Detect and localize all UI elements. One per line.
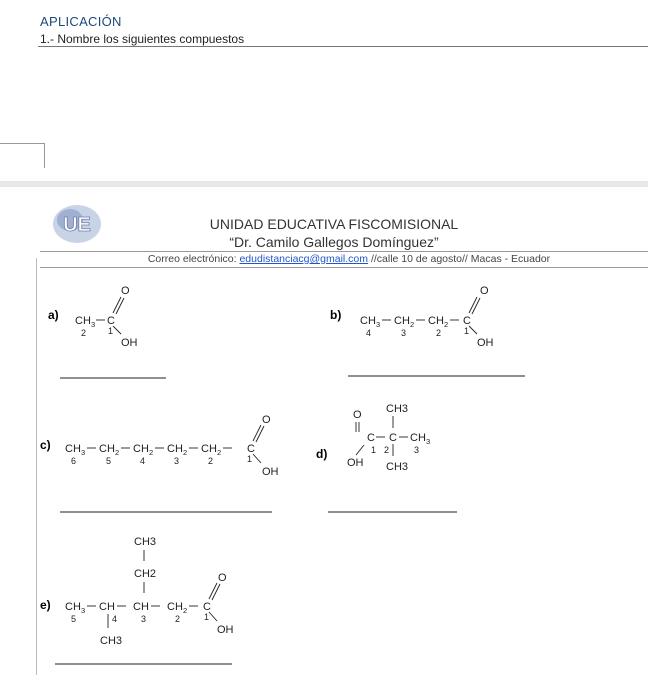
svg-text:4: 4 bbox=[366, 328, 372, 338]
oxygen: O bbox=[218, 572, 227, 584]
school-teacher: “Dr. Camilo Gallegos Domínguez” bbox=[229, 234, 439, 250]
hydroxyl: OH bbox=[347, 457, 364, 469]
svg-text:6: 6 bbox=[71, 456, 77, 466]
svg-text:1: 1 bbox=[204, 612, 210, 622]
svg-text:CH: CH bbox=[99, 443, 115, 455]
svg-text:CH: CH bbox=[167, 443, 183, 455]
branch-top: CH3 bbox=[386, 403, 409, 415]
oxygen: O bbox=[480, 285, 489, 297]
section-title: APLICACIÓN bbox=[40, 14, 122, 29]
carbon-number: 1 bbox=[108, 326, 114, 336]
svg-text:4: 4 bbox=[112, 614, 118, 624]
svg-text:2: 2 bbox=[175, 614, 181, 624]
contact-prefix: Correo electrónico: bbox=[147, 253, 240, 265]
svg-text:2: 2 bbox=[183, 606, 188, 615]
svg-text:C: C bbox=[389, 432, 397, 444]
svg-text:2: 2 bbox=[149, 448, 154, 457]
branch-bottom: CH3 bbox=[386, 461, 409, 473]
svg-text:2: 2 bbox=[115, 448, 120, 457]
compound-a-label: a) bbox=[48, 308, 59, 322]
compound-d-label: d) bbox=[316, 447, 328, 461]
svg-text:CH: CH bbox=[133, 601, 149, 613]
svg-text:2: 2 bbox=[208, 456, 214, 466]
svg-text:CH: CH bbox=[99, 601, 115, 613]
hydroxyl: OH bbox=[262, 466, 279, 478]
group-c: C bbox=[107, 315, 115, 327]
svg-text:C: C bbox=[367, 432, 375, 444]
svg-text:2: 2 bbox=[384, 445, 390, 455]
group-ch3: CH bbox=[75, 315, 91, 327]
svg-text:CH: CH bbox=[65, 443, 81, 455]
compound-b-structure bbox=[360, 285, 494, 349]
svg-text:1: 1 bbox=[371, 445, 377, 455]
compound-e-label: e) bbox=[40, 598, 51, 612]
svg-text:CH: CH bbox=[133, 443, 149, 455]
svg-text:C: C bbox=[203, 601, 211, 613]
svg-text:CH: CH bbox=[201, 443, 217, 455]
compound-c-label: c) bbox=[40, 438, 51, 452]
school-name: UNIDAD EDUCATIVA FISCOMISIONAL bbox=[209, 216, 459, 232]
question-text: 1.- Nombre los siguientes compuestos bbox=[40, 32, 245, 46]
svg-text:3: 3 bbox=[81, 606, 86, 615]
carbon-number: 2 bbox=[81, 328, 87, 338]
email-link[interactable]: edudistanciacg@gmail.com bbox=[239, 253, 369, 265]
svg-text:CH: CH bbox=[410, 432, 426, 444]
compound-d-structure bbox=[347, 403, 430, 473]
svg-text:1: 1 bbox=[247, 454, 253, 464]
svg-text:3: 3 bbox=[174, 456, 180, 466]
svg-text:2: 2 bbox=[217, 448, 222, 457]
svg-text:C: C bbox=[247, 443, 255, 455]
svg-text:CH: CH bbox=[394, 315, 410, 327]
hydroxyl: OH bbox=[477, 337, 494, 349]
hydroxyl: OH bbox=[121, 337, 138, 349]
svg-text:CH: CH bbox=[360, 315, 376, 327]
svg-text:C: C bbox=[463, 315, 471, 327]
svg-text:4: 4 bbox=[140, 456, 146, 466]
logo-text: UE bbox=[63, 214, 91, 236]
compound-e-structure bbox=[65, 536, 234, 647]
compound-c-structure bbox=[65, 414, 279, 478]
branch-top-2: CH2 bbox=[134, 568, 157, 580]
oxygen: O bbox=[121, 285, 130, 297]
contact-suffix: //calle 10 de agosto// Macas - Ecuador bbox=[368, 253, 551, 265]
oxygen: O bbox=[353, 409, 362, 421]
svg-text:3: 3 bbox=[426, 437, 431, 446]
branch-bottom: CH3 bbox=[100, 635, 123, 647]
hydroxyl: OH bbox=[217, 624, 234, 636]
svg-text:5: 5 bbox=[71, 614, 77, 624]
svg-text:3: 3 bbox=[81, 448, 86, 457]
svg-text:3: 3 bbox=[401, 328, 407, 338]
svg-text:CH: CH bbox=[428, 315, 444, 327]
branch-top-1: CH3 bbox=[134, 536, 157, 548]
compound-a-structure bbox=[75, 285, 138, 349]
svg-text:3: 3 bbox=[91, 320, 96, 329]
svg-text:3: 3 bbox=[376, 320, 381, 329]
svg-text:5: 5 bbox=[106, 456, 112, 466]
oxygen: O bbox=[262, 414, 271, 426]
svg-text:2: 2 bbox=[444, 320, 449, 329]
svg-text:2: 2 bbox=[410, 320, 415, 329]
svg-text:1: 1 bbox=[464, 326, 470, 336]
svg-text:3: 3 bbox=[414, 445, 420, 455]
svg-text:2: 2 bbox=[436, 328, 442, 338]
svg-text:3: 3 bbox=[141, 614, 147, 624]
svg-text:2: 2 bbox=[183, 448, 188, 457]
svg-text:CH: CH bbox=[65, 601, 81, 613]
svg-text:CH: CH bbox=[167, 601, 183, 613]
compound-b-label: b) bbox=[330, 308, 342, 322]
